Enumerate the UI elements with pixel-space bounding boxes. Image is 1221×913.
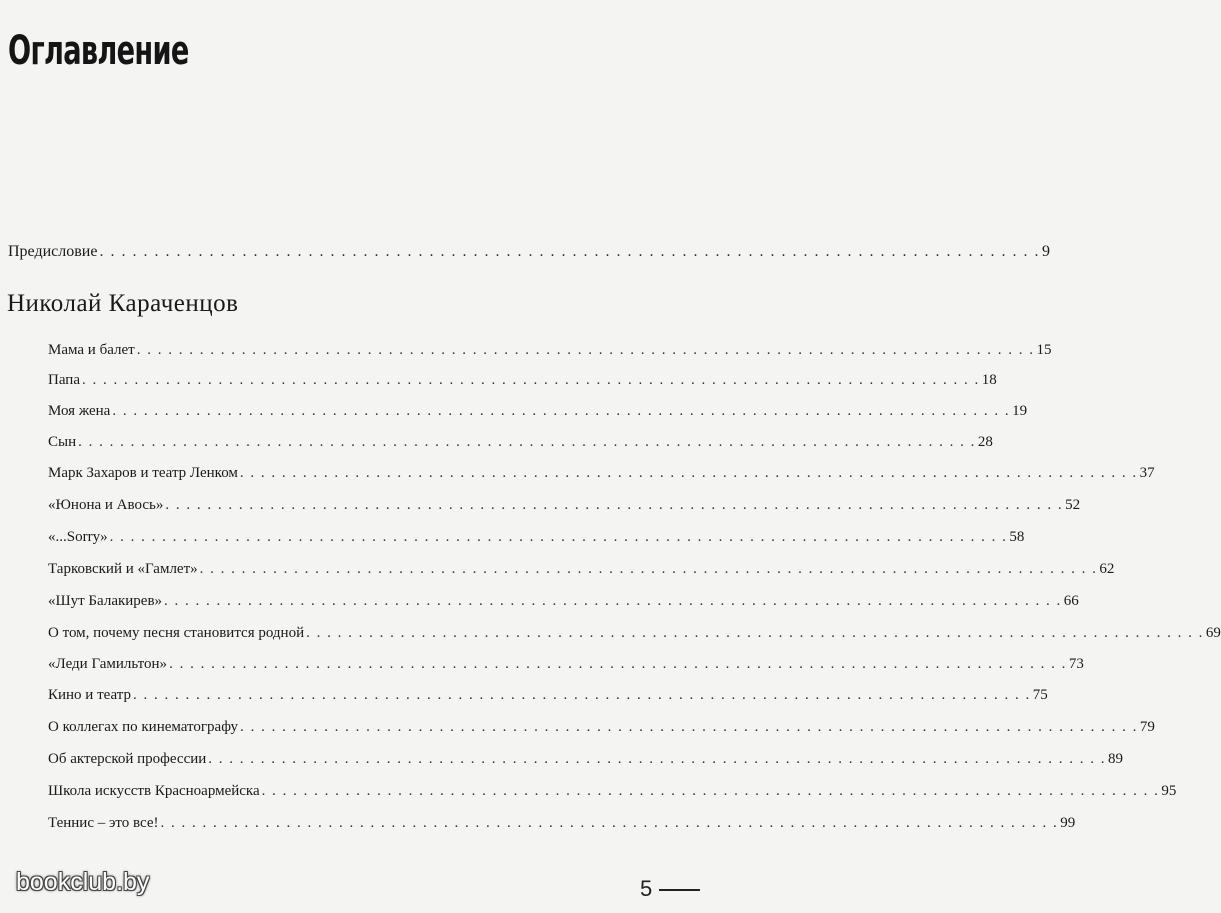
- toc-entry-label: Предисловие: [8, 243, 98, 260]
- toc-entry-page: 9: [1041, 243, 1050, 260]
- toc-entry-page: 28: [977, 434, 993, 450]
- dot-leader: . . . . . . . . . . . . . . . . . . . . . . . . . . . . . . . . . . . . . . . . . . . . . . . . . . . . . . . . . . . . . . . . . . . . . . . . . . . . . . . . . . . . . .: [306, 625, 1204, 641]
- toc-entry-label: «Шут Балакирев»: [48, 593, 163, 609]
- toc-entry: [48, 782, 1177, 800]
- toc-entry: [48, 624, 1221, 642]
- toc-entry-page: 73: [1068, 656, 1084, 672]
- toc-entry-label: О коллегах по кинематографу: [48, 719, 239, 735]
- dot-leader: . . . . . . . . . . . . . . . . . . . . . . . . . . . . . . . . . . . . . . . . . . . . . . . . . . . . . . . . . . . . . . . . . . . . . . . . . . . . . . . . . . . . . .: [208, 751, 1107, 767]
- dot-leader: . . . . . . . . . . . . . . . . . . . . . . . . . . . . . . . . . . . . . . . . . . . . . . . . . . . . . . . . . . . . . . . . . . . . . . . . . . . . . . . . . . . . . .: [261, 783, 1160, 799]
- page-number: 5: [640, 876, 653, 901]
- toc-entry-label: Моя жена: [48, 403, 111, 419]
- toc-entry: [48, 433, 993, 451]
- dot-leader: . . . . . . . . . . . . . . . . . . . . . . . . . . . . . . . . . . . . . . . . . . . . . . . . . . . . . . . . . . . . . . . . . . . . . . . . . . . . . . . . . . . . . .: [78, 434, 976, 450]
- dot-leader: . . . . . . . . . . . . . . . . . . . . . . . . . . . . . . . . . . . . . . . . . . . . . . . . . . . . . . . . . . . . . . . . . . . . . . . . . . . . . . . . . . . . . .: [160, 815, 1059, 831]
- toc-entry-label: Кино и театр: [48, 687, 131, 703]
- toc-entry: [48, 814, 1076, 832]
- toc-entry-label: «...Sorry»: [48, 529, 108, 545]
- toc-entry-preface: [8, 243, 1050, 261]
- dot-leader: . . . . . . . . . . . . . . . . . . . . . . . . . . . . . . . . . . . . . . . . . . . . . . . . . . . . . . . . . . . . . . . . . . . . . . . . . . . . . . . . . . . . . .: [112, 403, 1011, 419]
- toc-entry: [48, 402, 1028, 420]
- dot-leader: . . . . . . . . . . . . . . . . . . . . . . . . . . . . . . . . . . . . . . . . . . . . . . . . . . . . . . . . . . . . . . . . . . . . . . . . . . . . . . . . . . . . . .: [239, 465, 1138, 481]
- dot-leader: . . . . . . . . . . . . . . . . . . . . . . . . . . . . . . . . . . . . . . . . . . . . . . . . . . . . . . . . . . . . . . . . . . . . . . . . . . . . . . . . . . . . . .: [169, 656, 1067, 672]
- page-title: Оглавление: [8, 28, 189, 74]
- toc-entry-page: 75: [1032, 687, 1048, 703]
- dot-leader: . . . . . . . . . . . . . . . . . . . . . . . . . . . . . . . . . . . . . . . . . . . . . . . . . . . . . . . . . . . . . . . . . . . . . . . . . . . . . . . . . . . . . .: [165, 497, 1064, 513]
- toc-entry: [48, 750, 1124, 768]
- toc-entry-page: 62: [1099, 561, 1115, 577]
- section-heading: Николай Караченцов: [7, 290, 239, 317]
- toc-entry-label: О том, почему песня становится родной: [48, 625, 305, 641]
- toc-entry-label: «Леди Гамильтон»: [48, 656, 168, 672]
- toc-entry-page: 69: [1205, 625, 1221, 641]
- toc-entry: [48, 592, 1079, 610]
- toc-entry-label: Тарковский и «Гамлет»: [48, 561, 198, 577]
- toc-entry: [48, 655, 1084, 673]
- toc-entry: [48, 528, 1025, 546]
- toc-entry-page: 15: [1036, 342, 1052, 358]
- toc-entry: [48, 496, 1081, 514]
- toc-entry-label: Сын: [48, 434, 77, 450]
- toc-entry-page: 89: [1108, 751, 1124, 767]
- toc-entry-label: Папа: [48, 372, 80, 388]
- toc-entry-page: 99: [1060, 815, 1076, 831]
- page-number-rule: [659, 889, 700, 891]
- dot-leader: . . . . . . . . . . . . . . . . . . . . . . . . . . . . . . . . . . . . . . . . . . . . . . . . . . . . . . . . . . . . . . . . . . . . . . . . . . . . . . . . . . . . . .: [199, 561, 1098, 577]
- toc-entry-page: 37: [1139, 465, 1155, 481]
- dot-leader: . . . . . . . . . . . . . . . . . . . . . . . . . . . . . . . . . . . . . . . . . . . . . . . . . . . . . . . . . . . . . . . . . . . . . . . . . . . . . . . . . . . . . .: [81, 372, 980, 388]
- toc-entry-label: «Юнона и Авось»: [48, 497, 164, 513]
- toc-entry-page: 52: [1065, 497, 1081, 513]
- toc-entry: [48, 718, 1155, 736]
- dot-leader: . . . . . . . . . . . . . . . . . . . . . . . . . . . . . . . . . . . . . . . . . . . . . . . . . . . . . . . . . . . . . . . . . . . . . . . . . . . . . . . . . . . . . .: [136, 342, 1035, 358]
- watermark: bookclub.by: [16, 868, 150, 896]
- toc-entry: [48, 371, 997, 389]
- dot-leader: . . . . . . . . . . . . . . . . . . . . . . . . . . . . . . . . . . . . . . . . . . . . . . . . . . . . . . . . . . . . . . . . . . . . . . . . . . . . . . . . . . . . . .: [133, 687, 1031, 703]
- toc-entry: [48, 341, 1052, 359]
- toc-entry-page: 79: [1139, 719, 1155, 735]
- toc-entry-page: 66: [1063, 593, 1079, 609]
- toc-entry-label: Теннис – это все!: [48, 815, 159, 831]
- toc-entry: [48, 464, 1155, 482]
- dot-leader: . . . . . . . . . . . . . . . . . . . . . . . . . . . . . . . . . . . . . . . . . . . . . . . . . . . . . . . . . . . . . . . . . . . . . . . . . . . . . . . . . . . . . .: [240, 719, 1138, 735]
- toc-entry: [48, 686, 1048, 704]
- toc-entry: [48, 560, 1115, 578]
- toc-entry-label: Марк Захаров и театр Ленком: [48, 465, 238, 481]
- dot-leader: . . . . . . . . . . . . . . . . . . . . . . . . . . . . . . . . . . . . . . . . . . . . . . . . . . . . . . . . . . . . . . . . . . . . . . . . . . . . . . . . . . . . . .: [99, 243, 1040, 260]
- toc-entry-page: 18: [981, 372, 997, 388]
- toc-entry-label: Мама и балет: [48, 342, 135, 358]
- dot-leader: . . . . . . . . . . . . . . . . . . . . . . . . . . . . . . . . . . . . . . . . . . . . . . . . . . . . . . . . . . . . . . . . . . . . . . . . . . . . . . . . . . . . . .: [109, 529, 1008, 545]
- toc-entry-label: Об актерской профессии: [48, 751, 207, 767]
- toc-entry-page: 19: [1012, 403, 1028, 419]
- dot-leader: . . . . . . . . . . . . . . . . . . . . . . . . . . . . . . . . . . . . . . . . . . . . . . . . . . . . . . . . . . . . . . . . . . . . . . . . . . . . . . . . . . . . . .: [164, 593, 1062, 609]
- toc-entry-page: 58: [1009, 529, 1025, 545]
- toc-entry-label: Школа искусств Красноармейска: [48, 783, 260, 799]
- toc-entry-page: 95: [1161, 783, 1177, 799]
